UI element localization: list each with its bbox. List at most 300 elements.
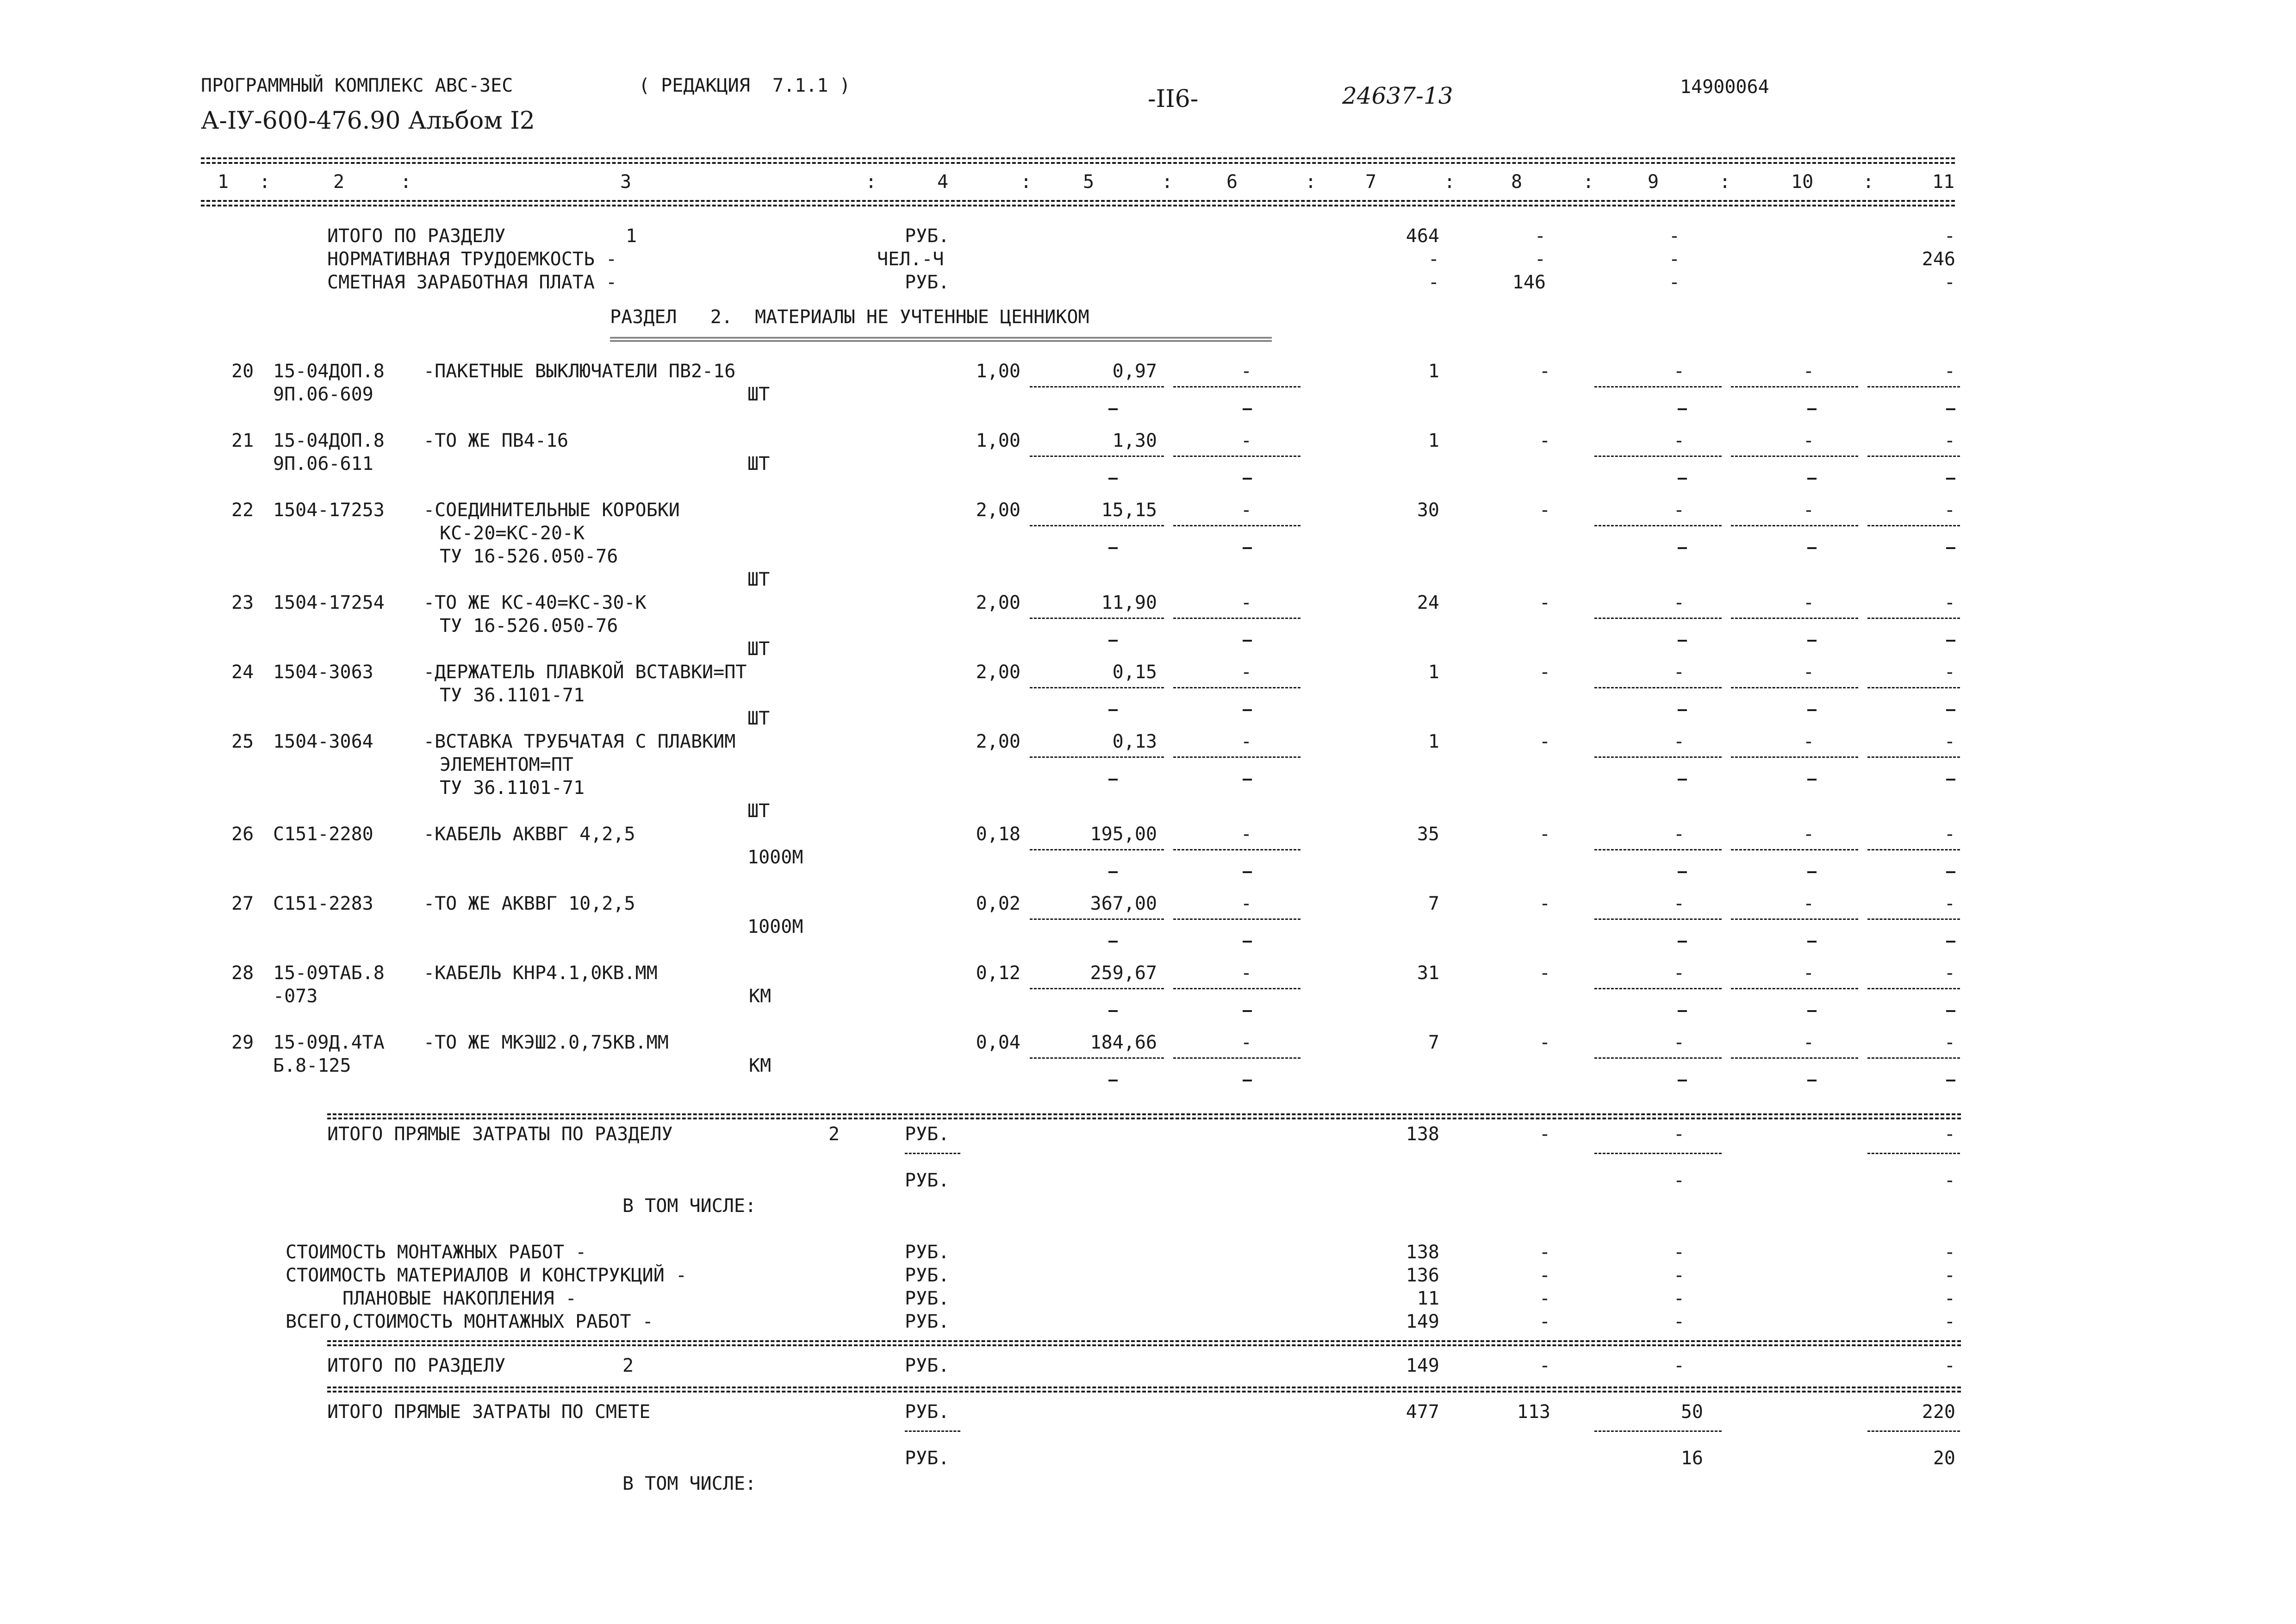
item-code: 1504-3064 [273, 731, 373, 752]
item-quantity: 2,00 [976, 592, 1020, 613]
col10-underline [1731, 1057, 1858, 1059]
rule-before-section-2-total-2 [327, 1344, 1961, 1346]
price-underline [1030, 456, 1164, 457]
col9-sub-dash [1678, 408, 1687, 410]
item-quantity: 2,00 [976, 500, 1020, 521]
col10-sub-dash [1807, 547, 1817, 549]
section-2-materials-label: СТОИМОСТЬ МАТЕРИАЛОВ И КОНСТРУКЦИЙ - [286, 1265, 687, 1286]
column-header-c11: 11 [1932, 171, 1955, 193]
col11-sub-dash [1946, 408, 1955, 410]
item-col9: - [1673, 662, 1685, 683]
item-col10: - [1803, 731, 1814, 752]
price-underline [1030, 386, 1164, 387]
col10-sub-dash [1807, 640, 1817, 642]
item-col6: - [1240, 962, 1252, 984]
section-2-total_mount-col11: - [1944, 1311, 1955, 1332]
section-2-materials-col9: - [1673, 1265, 1685, 1286]
unit-underline [905, 1153, 960, 1154]
col6-sub-dash [1243, 640, 1252, 642]
col6-underline [1173, 687, 1300, 688]
item-unit-price: 0,15 [1112, 662, 1157, 683]
col9-underline [1594, 456, 1722, 457]
section-1-row2-col8: - [1534, 249, 1546, 270]
item-col8: - [1539, 1032, 1550, 1053]
item-col6: - [1240, 824, 1252, 845]
col9-underline [1594, 687, 1722, 688]
item-name-line: -СОЕДИНИТЕЛЬНЫЕ КОРОБКИ [423, 500, 680, 521]
item-col11: - [1944, 962, 1955, 984]
item-unit: ШТ [747, 638, 770, 660]
item-name-line: -КАБЕЛЬ КНР4.1,0КВ.ММ [423, 962, 658, 984]
item-col7-total: 1 [1428, 662, 1439, 683]
section-2-title: РАЗДЕЛ 2. МАТЕРИАЛЫ НЕ УЧТЕННЫЕ ЦЕННИКОМ [610, 306, 1089, 328]
col6-sub-dash [1243, 1010, 1252, 1012]
col11-sub-dash [1946, 478, 1955, 480]
section-2-mount-unit: РУБ. [905, 1242, 950, 1263]
section-2-total_mount-unit: РУБ. [905, 1311, 950, 1332]
item-name-line: ТУ 36.1101-71 [440, 777, 585, 799]
rule-before-estimate-total-2 [327, 1391, 1961, 1393]
item-code: 1504-17254 [273, 592, 385, 613]
col11-sub-dash [1946, 640, 1955, 642]
item-unit: ШТ [747, 569, 770, 590]
estimate-direct2-col9: 16 [1680, 1448, 1703, 1469]
program-name: ПРОГРАММНЫЙ КОМПЛЕКС АВС-3ЕС [201, 75, 513, 96]
item-col9: - [1673, 731, 1685, 752]
estimate-direct-col11: 220 [1922, 1401, 1955, 1423]
item-number: 22 [231, 500, 254, 521]
item-col9: - [1673, 824, 1685, 845]
handwritten-code: 24637-13 [1342, 82, 1453, 109]
item-col6: - [1240, 500, 1252, 521]
item-unit-price: 0,97 [1112, 361, 1157, 382]
col10-underline [1731, 849, 1858, 850]
item-col10: - [1803, 430, 1814, 451]
item-col9: - [1673, 430, 1685, 451]
col9-underline [1594, 525, 1722, 526]
item-col9: - [1673, 893, 1685, 914]
column-header-c3: 3 [620, 171, 632, 193]
item-code: 15-09Д.4ТА [273, 1032, 385, 1053]
estimate-direct-col8: 113 [1517, 1401, 1550, 1423]
section-1-row3-col8: 146 [1512, 272, 1546, 293]
col6-sub-dash [1243, 941, 1252, 943]
item-col11: - [1944, 430, 1955, 451]
column-header-c4: 4 [937, 171, 949, 193]
col10-underline [1731, 918, 1858, 920]
item-col6: - [1240, 662, 1252, 683]
item-unit: ШТ [747, 453, 770, 475]
section-2-direct-col8: - [1539, 1124, 1550, 1145]
item-code-continued: -073 [273, 986, 318, 1007]
section-2-total-col9: - [1673, 1355, 1685, 1376]
section-1-row1-col7: 464 [1406, 225, 1439, 247]
section-2-total_mount-col7: 149 [1406, 1311, 1439, 1332]
item-code-continued: 9П.06-611 [273, 453, 373, 475]
section-2-direct-col11: - [1944, 1124, 1955, 1145]
item-quantity: 0,04 [976, 1032, 1020, 1053]
item-col10: - [1803, 1032, 1814, 1053]
item-quantity: 1,00 [976, 361, 1020, 382]
col10-sub-dash [1807, 478, 1817, 480]
section-2-direct2-col11: - [1944, 1170, 1955, 1191]
col9-underline [1594, 618, 1722, 619]
item-unit-price: 184,66 [1090, 1032, 1157, 1053]
item-unit-price: 195,00 [1090, 824, 1157, 845]
section-1-row3-col9: - [1668, 272, 1680, 293]
rule-header-bottom-2 [201, 205, 1955, 206]
col9-sub-dash [1678, 779, 1687, 781]
column-header-c9: 9 [1648, 171, 1659, 193]
item-unit: ШТ [747, 384, 770, 405]
col11-underline [1867, 386, 1960, 387]
column-header-c6: 6 [1226, 171, 1238, 193]
col6-sub-dash [1243, 547, 1252, 549]
section-2-planned-label: ПЛАНОВЫЕ НАКОПЛЕНИЯ - [342, 1288, 577, 1309]
column-header-c1: 1 [218, 171, 229, 193]
item-number: 27 [231, 893, 254, 914]
item-number: 20 [231, 361, 254, 382]
column-separator: : [1020, 171, 1032, 193]
item-number: 21 [231, 430, 254, 451]
item-unit-price: 367,00 [1090, 893, 1157, 914]
col6-underline [1173, 386, 1300, 387]
item-name-line: -ТО ЖЕ ПВ4-16 [423, 430, 569, 451]
item-name-line: -ВСТАВКА ТРУБЧАТАЯ С ПЛАВКИМ [423, 731, 736, 752]
col10-sub-dash [1807, 941, 1817, 943]
section-1-row3-label: СМЕТНАЯ ЗАРАБОТНАЯ ПЛАТА - [327, 272, 617, 293]
item-col7-total: 24 [1417, 592, 1439, 613]
price-sub-dash [1108, 640, 1118, 642]
section-2-mount-col9: - [1673, 1242, 1685, 1263]
section-1-row2-unit: ЧЕЛ.-Ч [877, 249, 944, 270]
item-col9: - [1673, 592, 1685, 613]
section-1-row2-label: НОРМАТИВНАЯ ТРУДОЕМКОСТЬ - [327, 249, 617, 270]
item-code-continued: Б.8-125 [273, 1055, 351, 1076]
price-sub-dash [1108, 478, 1118, 480]
item-col6: - [1240, 731, 1252, 752]
item-col8: - [1539, 592, 1550, 613]
item-col8: - [1539, 824, 1550, 845]
section-2-total_mount-col8: - [1539, 1311, 1550, 1332]
item-col10: - [1803, 500, 1814, 521]
item-unit: ШТ [747, 800, 770, 822]
item-col10: - [1803, 824, 1814, 845]
col11-underline [1867, 618, 1960, 619]
item-unit: КМ [749, 1055, 772, 1076]
section-1-number: 1 [626, 225, 637, 247]
col9-sub-dash [1678, 1010, 1687, 1012]
price-underline [1030, 687, 1164, 688]
estimate-direct-unit-2: РУБ. [905, 1448, 950, 1469]
column-separator: : [1863, 171, 1874, 193]
item-unit-price: 1,30 [1112, 430, 1157, 451]
col11-sub-dash [1946, 871, 1955, 873]
col6-underline [1173, 988, 1300, 989]
col11-underline [1867, 525, 1960, 526]
item-name-line: ТУ 16-526.050-76 [440, 546, 618, 567]
item-code: 1504-3063 [273, 662, 373, 683]
column-separator: : [1583, 171, 1594, 193]
col11-underline [1867, 918, 1960, 920]
section-2-total_mount-col9: - [1673, 1311, 1685, 1332]
col11-underline [1867, 1430, 1960, 1432]
section-2-including-label: В ТОМ ЧИСЛЕ: [622, 1195, 756, 1217]
item-unit-price: 259,67 [1090, 962, 1157, 984]
col6-underline [1173, 1057, 1300, 1059]
page-number: -II6- [1148, 85, 1199, 113]
estimate-direct2-col11: 20 [1933, 1448, 1955, 1469]
section-2-planned-col9: - [1673, 1288, 1685, 1309]
item-col6: - [1240, 893, 1252, 914]
section-2-direct-unit-2: РУБ. [905, 1170, 950, 1191]
price-sub-dash [1108, 1010, 1118, 1012]
item-col8: - [1539, 731, 1550, 752]
section-2-planned-col7: 11 [1417, 1288, 1439, 1309]
col9-underline [1594, 988, 1722, 989]
col10-underline [1731, 687, 1858, 688]
item-quantity: 1,00 [976, 430, 1020, 451]
item-col6: - [1240, 361, 1252, 382]
col9-sub-dash [1678, 478, 1687, 480]
section-2-direct-unit: РУБ. [905, 1124, 950, 1145]
item-name-line: КС-20=КС-20-К [440, 523, 585, 544]
col11-sub-dash [1946, 1080, 1955, 1081]
section-1-row1-col9: - [1668, 225, 1680, 247]
section-2-mount-col11: - [1944, 1242, 1955, 1263]
col11-underline [1867, 849, 1960, 850]
item-col6: - [1240, 430, 1252, 451]
section-1-row3-col11: - [1944, 272, 1955, 293]
item-number: 23 [231, 592, 254, 613]
item-col8: - [1539, 500, 1550, 521]
price-underline [1030, 756, 1164, 758]
col6-underline [1173, 756, 1300, 758]
section-1-row2-col9: - [1668, 249, 1680, 270]
item-col11: - [1944, 824, 1955, 845]
col9-sub-dash [1678, 1080, 1687, 1081]
col11-sub-dash [1946, 547, 1955, 549]
item-code: 15-04ДОП.8 [273, 430, 385, 451]
item-quantity: 0,02 [976, 893, 1020, 914]
col9-sub-dash [1678, 709, 1687, 711]
col9-underline [1594, 918, 1722, 920]
item-col7-total: 1 [1428, 430, 1439, 451]
col9-underline [1594, 1153, 1722, 1154]
unit-underline [905, 1430, 960, 1432]
section-1-row1-col11: - [1944, 225, 1955, 247]
section-2-mount-col7: 138 [1406, 1242, 1439, 1263]
item-col7-total: 1 [1428, 731, 1439, 752]
item-col11: - [1944, 1032, 1955, 1053]
column-separator: : [1444, 171, 1456, 193]
col11-underline [1867, 687, 1960, 688]
col6-underline [1173, 918, 1300, 920]
price-sub-dash [1108, 709, 1118, 711]
estimate-direct-unit: РУБ. [905, 1401, 950, 1423]
column-separator: : [259, 171, 271, 193]
rule-top [201, 157, 1955, 159]
item-code: С151-2280 [273, 824, 373, 845]
col6-underline [1173, 525, 1300, 526]
section-2-direct-costs-label: ИТОГО ПРЯМЫЕ ЗАТРАТЫ ПО РАЗДЕЛУ [327, 1124, 673, 1145]
section-2-total-label: ИТОГО ПО РАЗДЕЛУ [327, 1355, 506, 1376]
price-underline [1030, 1057, 1164, 1059]
col10-sub-dash [1807, 709, 1817, 711]
section-2-materials-unit: РУБ. [905, 1265, 950, 1286]
column-separator: : [865, 171, 877, 193]
col9-underline [1594, 386, 1722, 387]
item-name-line: -ДЕРЖАТЕЛЬ ПЛАВКОЙ ВСТАВКИ=ПТ [423, 662, 747, 683]
item-col9: - [1673, 1032, 1685, 1053]
col6-sub-dash [1243, 408, 1252, 410]
item-unit: 1000М [747, 847, 803, 868]
item-col8: - [1539, 430, 1550, 451]
section-1-row1-label: ИТОГО ПО РАЗДЕЛУ [327, 225, 506, 247]
rule-before-section-2-totals [327, 1113, 1961, 1115]
col11-sub-dash [1946, 779, 1955, 781]
item-code: 15-09ТАБ.8 [273, 962, 385, 984]
item-name-line: ЭЛЕМЕНТОМ=ПТ [440, 754, 573, 775]
edition: ( РЕДАКЦИЯ 7.1.1 ) [639, 75, 851, 96]
col9-underline [1594, 1057, 1722, 1059]
item-col10: - [1803, 361, 1814, 382]
section-2-planned-col11: - [1944, 1288, 1955, 1309]
column-header-c8: 8 [1511, 171, 1523, 193]
section-2-materials-col11: - [1944, 1265, 1955, 1286]
doc-number: 14900064 [1680, 76, 1769, 98]
section-2-direct-col7: 138 [1406, 1124, 1439, 1145]
price-underline [1030, 525, 1164, 526]
item-quantity: 0,18 [976, 824, 1020, 845]
item-quantity: 2,00 [976, 662, 1020, 683]
section-1-row2-col11: 246 [1922, 249, 1955, 270]
price-sub-dash [1108, 408, 1118, 410]
item-name-line: -КАБЕЛЬ АКВВГ 4,2,5 [423, 824, 635, 845]
col11-underline [1867, 456, 1960, 457]
col11-underline [1867, 1057, 1960, 1059]
column-header-c7: 7 [1365, 171, 1377, 193]
section-1-row1-col8: - [1534, 225, 1546, 247]
item-name-line: -ТО ЖЕ КС-40=КС-30-К [423, 592, 647, 613]
item-col11: - [1944, 592, 1955, 613]
rule-before-estimate-total [327, 1387, 1961, 1388]
price-underline [1030, 918, 1164, 920]
col9-underline [1594, 1430, 1722, 1432]
section-1-row2-col7: - [1428, 249, 1439, 270]
item-quantity: 2,00 [976, 731, 1020, 752]
item-unit-price: 15,15 [1101, 500, 1157, 521]
item-col11: - [1944, 361, 1955, 382]
col9-sub-dash [1678, 547, 1687, 549]
item-name-line: ТУ 16-526.050-76 [440, 615, 618, 637]
price-sub-dash [1108, 779, 1118, 781]
item-code-continued: 9П.06-609 [273, 384, 373, 405]
item-unit: ШТ [747, 708, 770, 729]
col6-sub-dash [1243, 779, 1252, 781]
item-number: 25 [231, 731, 254, 752]
col11-underline [1867, 1153, 1960, 1154]
item-code: 15-04ДОП.8 [273, 361, 385, 382]
section-2-total_mount-label: ВСЕГО,СТОИМОСТЬ МОНТАЖНЫХ РАБОТ - [286, 1311, 653, 1332]
col6-sub-dash [1243, 478, 1252, 480]
column-separator: : [400, 171, 412, 193]
estimate-direct-costs-label: ИТОГО ПРЯМЫЕ ЗАТРАТЫ ПО СМЕТЕ [327, 1401, 651, 1423]
item-unit-price: 11,90 [1101, 592, 1157, 613]
col10-sub-dash [1807, 1080, 1817, 1081]
col6-underline [1173, 618, 1300, 619]
column-header-c5: 5 [1083, 171, 1095, 193]
price-sub-dash [1108, 1080, 1118, 1081]
col6-underline [1173, 849, 1300, 850]
item-col8: - [1539, 893, 1550, 914]
section-2-direct-col9: - [1673, 1124, 1685, 1145]
item-col11: - [1944, 893, 1955, 914]
item-code: С151-2283 [273, 893, 373, 914]
col9-underline [1594, 849, 1722, 850]
item-number: 29 [231, 1032, 254, 1053]
item-number: 26 [231, 824, 254, 845]
item-col7-total: 31 [1417, 962, 1439, 984]
section-2-number: 2 [828, 1124, 840, 1145]
rule-before-section-2-total [327, 1340, 1961, 1342]
rule-before-section-2-totals-2 [327, 1118, 1961, 1119]
section-2-mount-col8: - [1539, 1242, 1550, 1263]
item-unit: КМ [749, 986, 772, 1007]
item-number: 28 [231, 962, 254, 984]
item-col9: - [1673, 962, 1685, 984]
item-col7-total: 1 [1428, 361, 1439, 382]
section-1-row3-col7: - [1428, 272, 1439, 293]
col11-sub-dash [1946, 1010, 1955, 1012]
section-1-row1-unit: РУБ. [905, 225, 950, 247]
estimate-direct-col9: 50 [1680, 1401, 1703, 1423]
column-header-c2: 2 [333, 171, 345, 193]
item-col10: - [1803, 893, 1814, 914]
item-code: 1504-17253 [273, 500, 385, 521]
item-col11: - [1944, 731, 1955, 752]
col11-underline [1867, 988, 1960, 989]
item-name-line: -ТО ЖЕ МКЭШ2.0,75КВ.ММ [423, 1032, 669, 1053]
col11-underline [1867, 756, 1960, 758]
price-underline [1030, 849, 1164, 850]
col10-underline [1731, 988, 1858, 989]
item-unit-price: 0,13 [1112, 731, 1157, 752]
col10-underline [1731, 618, 1858, 619]
col10-underline [1731, 756, 1858, 758]
rule-top-2 [201, 162, 1955, 164]
col9-sub-dash [1678, 941, 1687, 943]
col6-sub-dash [1243, 1080, 1252, 1081]
column-separator: : [1719, 171, 1731, 193]
item-col9: - [1673, 500, 1685, 521]
item-col8: - [1539, 662, 1550, 683]
item-col6: - [1240, 592, 1252, 613]
item-col8: - [1539, 361, 1550, 382]
price-sub-dash [1108, 941, 1118, 943]
col10-sub-dash [1807, 1010, 1817, 1012]
title-underline [610, 337, 1272, 342]
item-col8: - [1539, 962, 1550, 984]
price-sub-dash [1108, 871, 1118, 873]
section-2-materials-col8: - [1539, 1265, 1550, 1286]
section-2-total-unit: РУБ. [905, 1355, 950, 1376]
col9-sub-dash [1678, 640, 1687, 642]
col6-underline [1173, 456, 1300, 457]
col6-sub-dash [1243, 871, 1252, 873]
col6-sub-dash [1243, 709, 1252, 711]
col9-sub-dash [1678, 871, 1687, 873]
